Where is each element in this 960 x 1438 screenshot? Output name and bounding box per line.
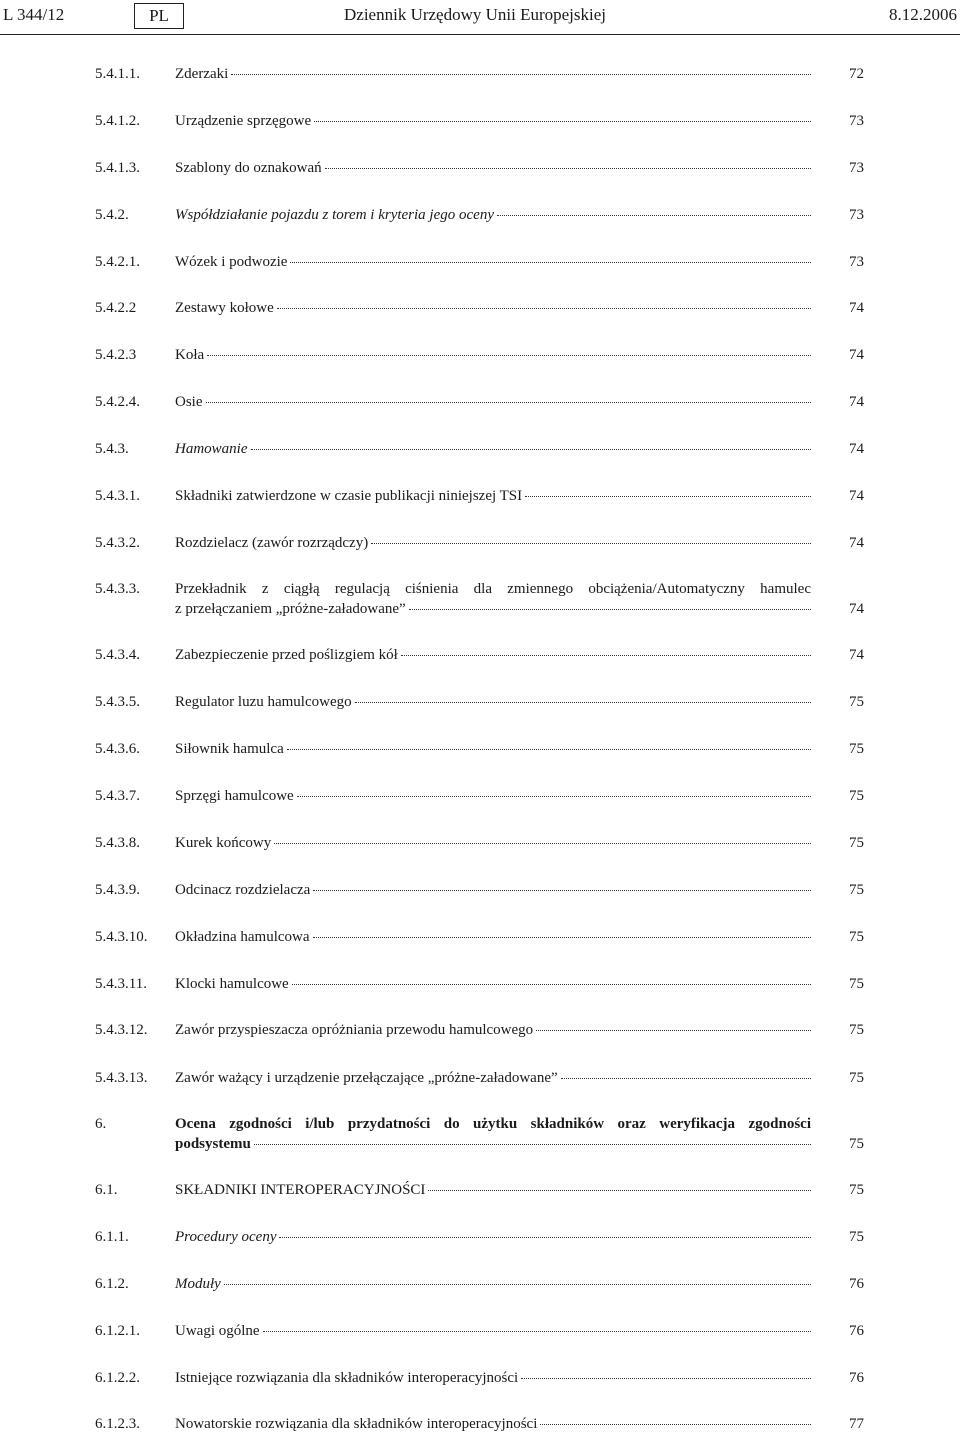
toc-entry-page: 75 <box>849 1182 864 1198</box>
toc-entry-page: 75 <box>849 1136 864 1152</box>
dot-leader <box>287 748 811 750</box>
toc-entry-title: Urządzenie sprzęgowe <box>175 113 312 129</box>
toc-entry-number: 6.1.2.3. <box>95 1416 140 1432</box>
toc-entry-number: 5.4.1.1. <box>95 66 140 82</box>
dot-leader <box>224 1283 811 1285</box>
toc-entry-title: Rozdzielacz (zawór rozrządczy) <box>175 535 369 551</box>
toc-entry-number: 5.4.3.5. <box>95 694 140 710</box>
toc-entry-title: Okładzina hamulcowa <box>175 929 310 945</box>
journal-title: Dziennik Urzędowy Unii Europejskiej <box>344 5 607 24</box>
toc-entry-title: Szablony do oznakowań <box>175 160 322 176</box>
dot-leader <box>325 167 811 169</box>
toc-entry-page: 73 <box>849 207 864 223</box>
dot-leader <box>536 1029 811 1031</box>
toc-entry-title: Istniejące rozwiązania dla składników interoperacyjności <box>175 1370 519 1386</box>
toc-entry-number: 6.1.2.2. <box>95 1370 140 1386</box>
toc-entry-title: Zestawy kołowe <box>175 300 274 316</box>
dot-leader <box>251 448 812 450</box>
toc-entry-page: 75 <box>849 882 864 898</box>
toc-entry-page: 74 <box>849 535 864 551</box>
toc-entry-title: Zawór przyspieszacza opróżniania przewodu hamulcowego <box>175 1022 534 1038</box>
toc-entry-title: Koła <box>175 347 205 363</box>
dot-leader <box>254 1143 811 1145</box>
language-code-box: PL <box>134 3 184 29</box>
toc-entry-page: 75 <box>849 929 864 945</box>
toc-entry-number: 5.4.3.6. <box>95 741 140 757</box>
toc-entry-number: 5.4.1.2. <box>95 113 140 129</box>
dot-leader <box>428 1189 811 1191</box>
toc-entry-title: Składniki zatwierdzone w czasie publikacji niniejszej TSI <box>175 488 523 504</box>
toc-entry-title-line2: podsystemu <box>175 1136 251 1152</box>
toc-entry-title: SKŁADNIKI INTEROPERACYJNOŚCI <box>175 1182 426 1198</box>
toc-entry-title: Zderzaki <box>175 66 229 82</box>
dot-leader <box>297 795 811 797</box>
toc-entry-page: 76 <box>849 1370 864 1386</box>
toc-entry-title: Moduły <box>175 1276 221 1292</box>
dot-leader <box>371 542 811 544</box>
dot-leader <box>290 261 811 263</box>
toc-entry-number: 6.1. <box>95 1182 118 1198</box>
toc-entry-page: 72 <box>849 66 864 82</box>
toc-entry-title-line1: Przekładnik z ciągłą regulacją ciśnienia dla zmiennego obciążenia/Automatyczny hamulec <box>175 581 811 597</box>
toc-entry-page: 76 <box>849 1323 864 1339</box>
toc-entry-number: 5.4.3.4. <box>95 647 140 663</box>
toc-entry-number: 5.4.3.3. <box>95 581 140 597</box>
toc-entry-title-line2: z przełączaniem „próżne-załadowane” <box>175 601 406 617</box>
toc-entry-number: 5.4.3.11. <box>95 976 147 992</box>
toc-entry-number: 5.4.3.10. <box>95 929 148 945</box>
toc-entry-title: Kurek końcowy <box>175 835 272 851</box>
toc-entry-number: 6.1.1. <box>95 1229 129 1245</box>
toc-entry-page: 73 <box>849 113 864 129</box>
dot-leader <box>401 654 811 656</box>
dot-leader <box>207 354 811 356</box>
toc-entry-title: Zawór ważący i urządzenie przełączające „próżne-załadowane” <box>175 1070 558 1086</box>
toc-entry-page: 75 <box>849 788 864 804</box>
toc-entry-title: Uwagi ogólne <box>175 1323 260 1339</box>
dot-leader <box>277 307 811 309</box>
dot-leader <box>540 1423 811 1425</box>
dot-leader <box>525 495 811 497</box>
dot-leader <box>263 1330 811 1332</box>
toc-entry-page: 77 <box>849 1416 864 1432</box>
toc-entry-number: 5.4.3.12. <box>95 1022 148 1038</box>
toc-entry-title: Klocki hamulcowe <box>175 976 289 992</box>
dot-leader <box>314 120 811 122</box>
toc-entry-title: Współdziałanie pojazdu z torem i kryteria jego oceny <box>175 207 494 223</box>
toc-entry-title: Siłownik hamulca <box>175 741 284 757</box>
page-reference: L 344/12 <box>3 5 65 24</box>
toc-entry-title: Procedury oceny <box>175 1229 277 1245</box>
toc-entry-number: 5.4.2.2 <box>95 300 137 316</box>
toc-entry-title: Sprzęgi hamulcowe <box>175 788 294 804</box>
toc-entry-title-line1: Ocena zgodności i/lub przydatności do użytku składników oraz weryfikacja zgodności <box>175 1116 811 1132</box>
toc-entry-title: Zabezpieczenie przed poślizgiem kół <box>175 647 398 663</box>
dot-leader <box>313 936 811 938</box>
toc-entry-page: 74 <box>849 300 864 316</box>
dot-leader <box>313 889 811 891</box>
toc-entry-page: 74 <box>849 347 864 363</box>
toc-entry-page: 74 <box>849 394 864 410</box>
toc-entry-number: 5.4.2.3 <box>95 347 137 363</box>
toc-entry-page: 74 <box>849 488 864 504</box>
toc-entry-number: 5.4.2. <box>95 207 129 223</box>
toc-entry-page: 73 <box>849 160 864 176</box>
toc-entry-title: Nowatorskie rozwiązania dla składników interoperacyjności <box>175 1416 538 1432</box>
toc-entry-number: 6.1.2.1. <box>95 1323 140 1339</box>
toc-entry-title: Wózek i podwozie <box>175 254 288 270</box>
dot-leader <box>561 1077 811 1079</box>
toc-entry-page: 75 <box>849 835 864 851</box>
toc-entry-number: 5.4.3.9. <box>95 882 140 898</box>
dot-leader <box>409 608 811 610</box>
toc-entry-number: 5.4.2.4. <box>95 394 140 410</box>
dot-leader <box>231 73 811 75</box>
toc-entry-number: 5.4.3.2. <box>95 535 140 551</box>
toc-entry-number: 5.4.3.8. <box>95 835 140 851</box>
dot-leader <box>292 983 811 985</box>
dot-leader <box>521 1377 811 1379</box>
toc-entry-title: Regulator luzu hamulcowego <box>175 694 352 710</box>
toc-entry-page: 73 <box>849 254 864 270</box>
toc-entry-title: Hamowanie <box>175 441 248 457</box>
dot-leader <box>355 701 811 703</box>
toc-entry-page: 74 <box>849 441 864 457</box>
toc-entry-page: 75 <box>849 976 864 992</box>
toc-entry-number: 5.4.3. <box>95 441 129 457</box>
toc-entry-title: Osie <box>175 394 203 410</box>
toc-entry-title: Odcinacz rozdzielacza <box>175 882 311 898</box>
toc-entry-page: 75 <box>849 1070 864 1086</box>
publication-date: 8.12.2006 <box>889 5 957 24</box>
toc-entry-page: 74 <box>849 647 864 663</box>
dot-leader <box>497 214 811 216</box>
toc-entry-number: 6. <box>95 1116 107 1132</box>
dot-leader <box>279 1236 811 1238</box>
toc-entry-number: 5.4.3.7. <box>95 788 140 804</box>
toc-entry-page: 76 <box>849 1276 864 1292</box>
toc-entry-page: 75 <box>849 694 864 710</box>
toc-entry-number: 6.1.2. <box>95 1276 129 1292</box>
dot-leader <box>274 842 811 844</box>
toc-entry-page: 74 <box>849 601 864 617</box>
dot-leader <box>206 401 812 403</box>
toc-entry-page: 75 <box>849 741 864 757</box>
toc-entry-number: 5.4.3.13. <box>95 1070 148 1086</box>
toc-entry-number: 5.4.3.1. <box>95 488 140 504</box>
toc-entry-page: 75 <box>849 1229 864 1245</box>
toc-entry-number: 5.4.2.1. <box>95 254 140 270</box>
toc-entry-number: 5.4.1.3. <box>95 160 140 176</box>
toc-entry-page: 75 <box>849 1022 864 1038</box>
